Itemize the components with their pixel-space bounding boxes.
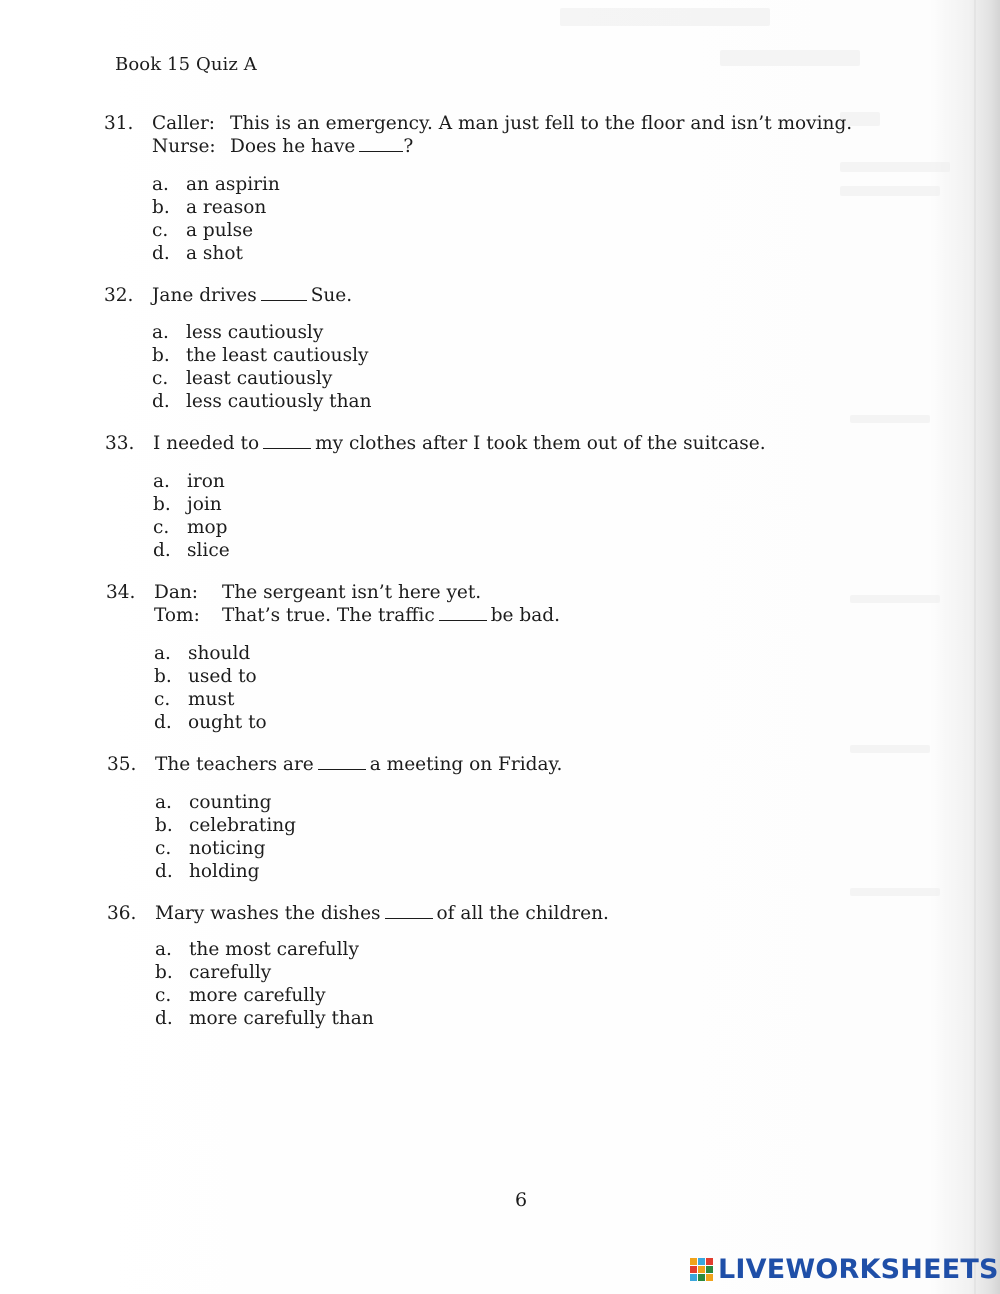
question-line	[152, 113, 852, 134]
answer-option[interactable]	[154, 712, 267, 733]
answer-blank[interactable]	[263, 436, 311, 449]
option-letter: c.	[155, 985, 172, 1006]
bleed-through-mark	[720, 50, 860, 66]
answer-option[interactable]	[152, 243, 243, 264]
option-letter: d.	[152, 391, 170, 412]
speaker-label: Tom:	[154, 605, 200, 626]
answer-option[interactable]	[152, 345, 368, 366]
option-text: ought to	[188, 712, 267, 733]
answer-option[interactable]	[153, 540, 230, 561]
option-text: used to	[188, 666, 257, 687]
question-text: I needed to	[153, 433, 260, 454]
option-letter: c.	[153, 517, 170, 538]
answer-blank[interactable]	[318, 757, 366, 770]
option-text: iron	[187, 471, 225, 492]
answer-option[interactable]	[155, 815, 296, 836]
question-line	[152, 136, 413, 157]
answer-blank[interactable]	[385, 906, 433, 919]
option-letter: d.	[154, 712, 172, 733]
option-letter: b.	[153, 494, 171, 515]
answer-option[interactable]	[154, 689, 234, 710]
option-letter: a.	[155, 792, 172, 813]
option-letter: d.	[152, 243, 170, 264]
question-text: Does he have	[230, 136, 356, 157]
question-text: This is an emergency. A man just fell to the floor and isn’t moving.	[230, 113, 853, 134]
bleed-through-mark	[850, 595, 940, 603]
option-text: more carefully than	[189, 1008, 374, 1029]
answer-blank[interactable]	[439, 608, 487, 621]
answer-option[interactable]	[152, 174, 280, 195]
question-36	[107, 903, 707, 1043]
speaker-label: Nurse:	[152, 136, 216, 157]
answer-option[interactable]	[152, 197, 266, 218]
question-text: a meeting on Friday.	[369, 754, 563, 775]
answer-option[interactable]	[154, 666, 257, 687]
question-text: my clothes after I took them out of the suitcase.	[315, 433, 766, 454]
speaker-label: Dan:	[154, 582, 199, 603]
answer-option[interactable]	[155, 962, 271, 983]
question-number: 35.	[107, 754, 137, 775]
option-text: the most carefully	[189, 939, 359, 960]
option-text: celebrating	[189, 815, 296, 836]
watermark-text: LIVEWORKSHEETS	[718, 1253, 999, 1285]
answer-option[interactable]	[154, 643, 250, 664]
page-number: 6	[515, 1189, 528, 1211]
question-text: The sergeant isn’t here yet.	[222, 582, 482, 603]
answer-blank[interactable]	[261, 288, 307, 301]
question-text: ?	[403, 136, 414, 157]
liveworksheets-logo-icon	[690, 1257, 714, 1281]
option-letter: a.	[154, 643, 171, 664]
option-text: an aspirin	[186, 174, 280, 195]
option-text: mop	[187, 517, 228, 538]
answer-option[interactable]	[155, 939, 359, 960]
option-text: a reason	[186, 197, 267, 218]
option-letter: d.	[155, 861, 173, 882]
answer-option[interactable]	[155, 985, 326, 1006]
option-text: noticing	[189, 838, 266, 859]
question-number: 32.	[104, 285, 134, 306]
option-text: the least cautiously	[186, 345, 369, 366]
option-letter: b.	[152, 345, 170, 366]
question-line	[154, 582, 481, 603]
answer-option[interactable]	[153, 471, 225, 492]
question-number: 31.	[104, 113, 134, 134]
question-line	[154, 605, 560, 626]
question-34	[106, 582, 706, 742]
page-edge	[974, 0, 976, 1294]
option-text: should	[188, 643, 251, 664]
answer-option[interactable]	[152, 220, 253, 241]
option-letter: c.	[152, 220, 169, 241]
answer-option[interactable]	[155, 792, 271, 813]
option-letter: a.	[153, 471, 170, 492]
question-35	[107, 754, 707, 894]
question-text: The teachers are	[155, 754, 314, 775]
option-letter: c.	[154, 689, 171, 710]
option-letter: c.	[155, 838, 172, 859]
question-text: Sue.	[310, 285, 353, 306]
option-letter: d.	[155, 1008, 173, 1029]
option-text: more carefully	[189, 985, 326, 1006]
bleed-through-mark	[850, 888, 940, 896]
option-text: a pulse	[186, 220, 254, 241]
answer-option[interactable]	[155, 1008, 374, 1029]
option-text: carefully	[189, 962, 272, 983]
bleed-through-mark	[850, 415, 930, 423]
answer-option[interactable]	[152, 368, 332, 389]
option-text: join	[187, 494, 222, 515]
option-text: slice	[187, 540, 230, 561]
question-number: 34.	[106, 582, 136, 603]
bleed-through-mark	[560, 8, 770, 26]
question-text: of all the children.	[436, 903, 609, 924]
quiz-header: Book 15 Quiz A	[115, 54, 257, 75]
question-number: 36.	[107, 903, 137, 924]
question-text: Jane drives	[152, 285, 257, 306]
option-letter: d.	[153, 540, 171, 561]
answer-option[interactable]	[155, 838, 265, 859]
speaker-label: Caller:	[152, 113, 216, 134]
option-letter: b.	[152, 197, 170, 218]
answer-blank[interactable]	[359, 139, 403, 152]
answer-option[interactable]	[153, 517, 228, 538]
liveworksheets-watermark	[690, 1255, 999, 1283]
question-line	[152, 285, 352, 306]
option-text: holding	[189, 861, 260, 882]
answer-option[interactable]	[155, 861, 260, 882]
answer-option[interactable]	[153, 494, 222, 515]
option-letter: b.	[154, 666, 172, 687]
option-letter: a.	[152, 174, 169, 195]
question-line	[153, 433, 766, 454]
option-letter: a.	[152, 322, 169, 343]
question-text: That’s true. The traffic	[222, 605, 435, 626]
question-text: be bad.	[490, 605, 560, 626]
option-text: must	[188, 689, 235, 710]
option-text: less cautiously than	[186, 391, 372, 412]
option-text: counting	[189, 792, 272, 813]
option-letter: a.	[155, 939, 172, 960]
option-text: a shot	[186, 243, 243, 264]
question-line	[155, 903, 609, 924]
question-33	[105, 433, 825, 573]
question-32	[104, 285, 704, 425]
question-31	[104, 113, 864, 273]
question-text: Mary washes the dishes	[155, 903, 381, 924]
question-number: 33.	[105, 433, 135, 454]
option-text: less cautiously	[186, 322, 324, 343]
question-line	[155, 754, 562, 775]
answer-option[interactable]	[152, 391, 371, 412]
option-text: least cautiously	[186, 368, 333, 389]
option-letter: b.	[155, 815, 173, 836]
answer-option[interactable]	[152, 322, 323, 343]
bleed-through-mark	[850, 745, 930, 753]
option-letter: c.	[152, 368, 169, 389]
option-letter: b.	[155, 962, 173, 983]
